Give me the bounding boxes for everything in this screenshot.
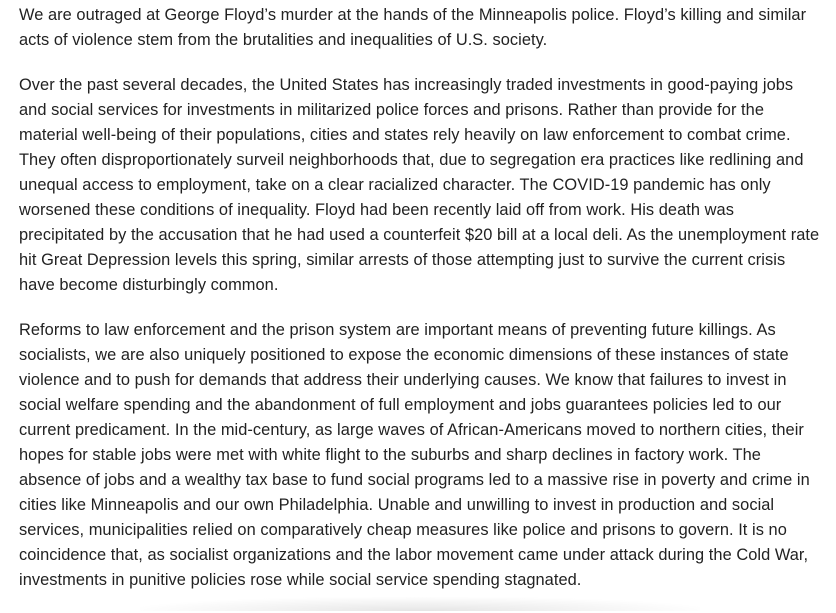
article-body [19,3,823,613]
article-paragraph-2: Over the past several decades, the United States has increasingly traded investments in good-paying jobs and social services for investments in militarized police forces and prisons. Rather than provide for the material well-being of their populations, cities and states rely heavily on law enforcement to combat crime. They often disproportionately surveil neighborhoods that, due to segregation era practices like redlining and unequal access to employment, take on a clear racialized character. The COVID-19 pandemic has only worsened these conditions of inequality. Floyd had been recently laid off from work. His death was precipitated by the accusation that he had used a counterfeit $20 bill at a local deli. As the unemployment rate hit Great Depression levels this spring, similar arrests of those attempting just to survive the current crisis have become disturbingly common. [19,76,820,294]
article-paragraph-1: We are outraged at George Floyd’s murder at the hands of the Minneapolis police. Floyd’s killing and similar acts of violence stem from the brutalities and inequalities of U.S. society. [19,6,807,49]
article-paragraph-3: Reforms to law enforcement and the prison system are important means of preventing future killings. As socialists, we are also uniquely positioned to expose the economic dimensions of these instances of state violence and to push for demands that address their underlying causes. We know that failures to invest in social welfare spending and the abandonment of full employment and jobs guarantees policies led to our current predicament. In the mid-century, as large waves of African-Americans moved to northern cities, their hopes for stable jobs were met with white flight to the suburbs and sharp declines in factory work. The absence of jobs and a wealthy tax base to fund social programs led to a massive rise in poverty and crime in cities like Minneapolis and our own Philadelphia. Unable and unwilling to invest in production and social services, municipalities relied on comparatively cheap measures like police and prisons to govern. It is no coincidence that, as socialist organizations and the labor movement came under attack during the Cold War, investments in punitive policies rose while social service spending stagnated. [19,321,810,589]
